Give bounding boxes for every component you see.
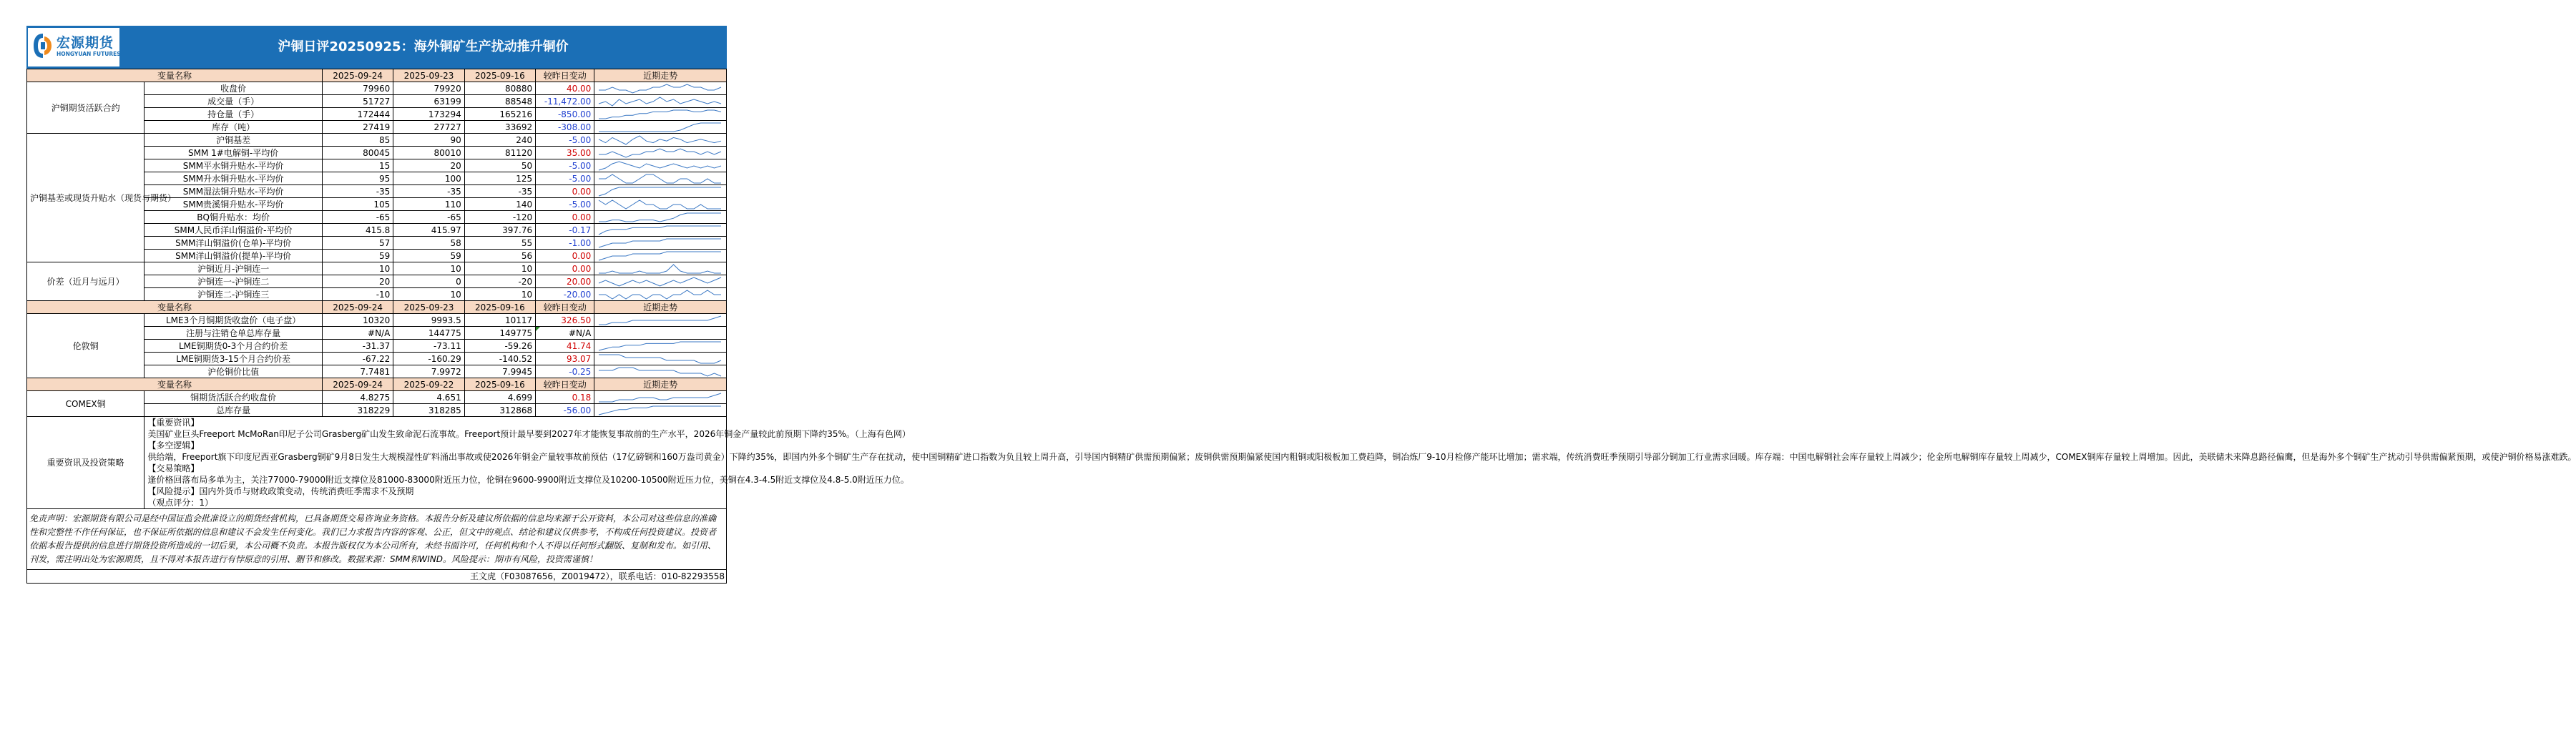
- sparkline: [597, 109, 723, 120]
- header-date-1: 2025-09-24: [322, 301, 393, 314]
- value-date-1: 318229: [322, 404, 393, 417]
- sparkline-cell: [594, 340, 727, 353]
- sparkline-cell: [594, 288, 727, 301]
- value-date-1: 95: [322, 172, 393, 185]
- value-date-2: 4.651: [393, 391, 464, 404]
- change-value: -0.17: [536, 224, 594, 237]
- value-date-1: 415.8: [322, 224, 393, 237]
- header-name: 变量名称: [27, 301, 323, 314]
- sparkline-line: [599, 393, 721, 402]
- sparkline-line: [599, 200, 721, 209]
- sparkline-line: [599, 368, 721, 376]
- group-label: 重要资讯及投资策略: [27, 417, 145, 509]
- header-date-2: 2025-09-23: [393, 69, 464, 82]
- sparkline-line: [599, 265, 721, 273]
- value-date-1: 27419: [322, 121, 393, 134]
- row-label: 沪伦铜价比值: [145, 365, 323, 378]
- table-row: [27, 134, 727, 147]
- row-label: 持仓量（手）: [145, 108, 323, 121]
- sparkline-cell: [594, 82, 727, 95]
- sparkline-cell: [594, 172, 727, 185]
- sparkline-cell: [594, 198, 727, 211]
- sparkline: [597, 392, 723, 403]
- value-date-2: 110: [393, 198, 464, 211]
- news-heading: 【重要资讯】: [147, 418, 200, 428]
- value-date-3: 10: [464, 288, 535, 301]
- table-header-row: [27, 378, 727, 391]
- change-value: -20.00: [536, 288, 594, 301]
- value-date-3: 80880: [464, 82, 535, 95]
- value-date-3: 149775: [464, 327, 535, 340]
- header-trend: 近期走势: [594, 301, 727, 314]
- sparkline-cell: [594, 95, 727, 108]
- sparkline-line: [599, 226, 721, 235]
- header-date-1: 2025-09-24: [322, 69, 393, 82]
- sparkline: [597, 263, 723, 275]
- header-trend: 近期走势: [594, 378, 727, 391]
- value-date-3: 125: [464, 172, 535, 185]
- value-date-1: 105: [322, 198, 393, 211]
- value-date-1: 20: [322, 275, 393, 288]
- sparkline-cell: [594, 250, 727, 262]
- strategy-paragraph: 逢价格回落布局多单为主，关注77000-79000附近支撑位及81000-83000附近压力位，伦铜在9600-9900附近支撑位及10200-10500附近压力位，美铜在4.3-4.5附近支撑位及4.8-5.0附近压力位。: [147, 475, 909, 485]
- value-date-2: 20: [393, 159, 464, 172]
- value-date-3: 81120: [464, 147, 535, 159]
- value-date-3: -120: [464, 211, 535, 224]
- header-date-1: 2025-09-24: [322, 378, 393, 391]
- row-label: 沪铜连一-沪铜连二: [145, 275, 323, 288]
- sparkline: [597, 405, 723, 416]
- header-date-3: 2025-09-16: [464, 378, 535, 391]
- value-date-2: 0: [393, 275, 464, 288]
- logic-paragraph: 供给端，Freeport旗下印度尼西亚Grasberg铜矿9月8日发生大规模湿性矿料涌出事故或使2026年铜金产量较事故前预估（17亿磅铜和160万盎司黄金）下降约35%，即国内外多个铜矿生产存在扰动，使中国铜精矿进口指数为负且较上周升高，引导国内铜精矿供需预期偏紧；废铜供需预期偏紧使国内粗铜或阳极板加工费趋降，铜冶炼厂9-10月检修产能环比增加；需求端，传统消费旺季预期引导部分铜加工行业需求回暖。库存端：中国电解铜社会库存量较上周减少；伦金所电解铜库存量较上周减少，COMEX铜库存量较上周增加。因此，美联储未来降息路径偏鹰，但是海外多个铜矿生产扰动引导供需偏紧预期，或使沪铜价格易涨难跌。: [147, 452, 2576, 462]
- header-change: 较昨日变动: [536, 301, 594, 314]
- rating-line: （观点评分：1）: [147, 498, 213, 508]
- row-label: SMM人民币洋山铜溢价-平均价: [145, 224, 323, 237]
- header-date-3: 2025-09-16: [464, 301, 535, 314]
- report: [26, 26, 2576, 584]
- value-date-1: 7.7481: [322, 365, 393, 378]
- row-label: 总库存量: [145, 404, 323, 417]
- logo-mark-icon: [32, 32, 54, 59]
- change-value: 93.07: [536, 353, 594, 365]
- value-date-3: 55: [464, 237, 535, 250]
- row-label: SMM升水铜升贴水-平均价: [145, 172, 323, 185]
- value-date-3: 50: [464, 159, 535, 172]
- row-label: SMM贵溪铜升贴水-平均价: [145, 198, 323, 211]
- change-value: -5.00: [536, 134, 594, 147]
- row-label: SMM平水铜升贴水-平均价: [145, 159, 323, 172]
- value-date-3: 7.9945: [464, 365, 535, 378]
- value-date-3: 240: [464, 134, 535, 147]
- change-value: 0.00: [536, 185, 594, 198]
- value-date-1: -31.37: [322, 340, 393, 353]
- row-label: LME3个月铜期货收盘价（电子盘）: [145, 314, 323, 327]
- risk-heading: 【风险提示】: [147, 486, 200, 496]
- header-change: 较昨日变动: [536, 378, 594, 391]
- table-row: [27, 262, 727, 275]
- sparkline-line: [599, 213, 721, 222]
- value-date-2: -160.29: [393, 353, 464, 365]
- value-date-1: 79960: [322, 82, 393, 95]
- row-label: LME铜期货3-15个月合约价差: [145, 353, 323, 365]
- sparkline-line: [599, 97, 721, 106]
- group-label: 伦敦铜: [27, 314, 145, 378]
- sparkline-cell: [594, 185, 727, 198]
- value-date-1: -10: [322, 288, 393, 301]
- value-date-3: 10: [464, 262, 535, 275]
- value-date-1: 80045: [322, 147, 393, 159]
- change-value: 0.00: [536, 250, 594, 262]
- value-date-1: 10: [322, 262, 393, 275]
- analyst-signature: 王文虎（F03087656，Z0019472），联系电话：010-82293558: [26, 570, 727, 584]
- value-date-2: -65: [393, 211, 464, 224]
- table-header-row: [27, 301, 727, 314]
- sparkline: [597, 160, 723, 172]
- sparkline: [597, 276, 723, 287]
- sparkline-line: [599, 277, 721, 286]
- value-date-2: 90: [393, 134, 464, 147]
- value-date-3: -140.52: [464, 353, 535, 365]
- risk-text: 国内外货币与财政政策变动，传统消费旺季需求不及预期: [199, 486, 414, 496]
- sparkline-cell: [594, 159, 727, 172]
- value-date-2: 80010: [393, 147, 464, 159]
- change-value: 20.00: [536, 275, 594, 288]
- value-date-3: 33692: [464, 121, 535, 134]
- change-value: 326.50: [536, 314, 594, 327]
- change-value: -0.25: [536, 365, 594, 378]
- sparkline: [597, 250, 723, 262]
- sparkline-cell: [594, 147, 727, 159]
- sparkline-cell: [594, 314, 727, 327]
- logic-heading: 【多空逻辑】: [147, 441, 200, 451]
- sparkline: [597, 134, 723, 146]
- sparkline-cell: [594, 327, 727, 340]
- row-label: 沪铜基差: [145, 134, 323, 147]
- news-row: [27, 417, 727, 509]
- value-date-2: 415.97: [393, 224, 464, 237]
- change-value: 0.00: [536, 211, 594, 224]
- change-value: 0.18: [536, 391, 594, 404]
- row-label: 成交量（手）: [145, 95, 323, 108]
- sparkline-line: [599, 162, 721, 170]
- header-change: 较昨日变动: [536, 69, 594, 82]
- sparkline-cell: [594, 262, 727, 275]
- row-label: 铜期货活跃合约收盘价: [145, 391, 323, 404]
- value-date-2: 10: [393, 288, 464, 301]
- group-label: 沪铜期货活跃合约: [27, 82, 145, 134]
- table-row: [27, 391, 727, 404]
- change-value: -5.00: [536, 198, 594, 211]
- sparkline: [597, 237, 723, 249]
- change-value: -11,472.00: [536, 95, 594, 108]
- value-date-1: -67.22: [322, 353, 393, 365]
- value-date-2: 9993.5: [393, 314, 464, 327]
- row-label: SMM洋山铜溢价(仓单)-平均价: [145, 237, 323, 250]
- news-content: [145, 417, 2576, 509]
- sparkline: [597, 328, 723, 339]
- change-value: -5.00: [536, 159, 594, 172]
- sparkline: [597, 83, 723, 94]
- sparkline: [597, 366, 723, 378]
- sparkline-line: [599, 187, 721, 196]
- value-date-2: -73.11: [393, 340, 464, 353]
- row-label: 沪铜连二-沪铜连三: [145, 288, 323, 301]
- value-date-1: 15: [322, 159, 393, 172]
- sparkline: [597, 353, 723, 365]
- sparkline-line: [599, 290, 721, 299]
- value-date-2: 58: [393, 237, 464, 250]
- change-value: 35.00: [536, 147, 594, 159]
- sparkline-cell: [594, 134, 727, 147]
- header-trend: 近期走势: [594, 69, 727, 82]
- sparkline-line: [599, 123, 721, 132]
- value-date-1: 85: [322, 134, 393, 147]
- sparkline: [597, 173, 723, 184]
- value-date-3: -20: [464, 275, 535, 288]
- group-label: 价差（近月与远月）: [27, 262, 145, 301]
- value-date-3: 4.699: [464, 391, 535, 404]
- value-date-1: -35: [322, 185, 393, 198]
- sparkline: [597, 147, 723, 159]
- group-label: COMEX铜: [27, 391, 145, 417]
- table-row: [27, 82, 727, 95]
- sparkline: [597, 225, 723, 236]
- sparkline-line: [599, 110, 721, 119]
- sparkline: [597, 289, 723, 300]
- sparkline-cell: [594, 404, 727, 417]
- value-date-2: 27727: [393, 121, 464, 134]
- sparkline-line: [599, 316, 721, 325]
- value-date-1: 57: [322, 237, 393, 250]
- value-date-3: 397.76: [464, 224, 535, 237]
- change-value: -56.00: [536, 404, 594, 417]
- value-date-2: 10: [393, 262, 464, 275]
- data-table: [26, 69, 2576, 509]
- sparkline-cell: [594, 365, 727, 378]
- logo-en-text: HONGYUAN FUTURES: [57, 51, 121, 57]
- value-date-2: 7.9972: [393, 365, 464, 378]
- row-label: 沪铜近月-沪铜连一: [145, 262, 323, 275]
- sparkline-line: [599, 174, 721, 183]
- change-value: #N/A: [536, 327, 594, 340]
- header-date-2: 2025-09-22: [393, 378, 464, 391]
- sparkline: [597, 315, 723, 326]
- value-date-1: 10320: [322, 314, 393, 327]
- value-date-3: 165216: [464, 108, 535, 121]
- row-label: BQ铜升贴水：均价: [145, 211, 323, 224]
- value-date-2: 144775: [393, 327, 464, 340]
- value-date-2: 79920: [393, 82, 464, 95]
- value-date-2: -35: [393, 185, 464, 198]
- sparkline-line: [599, 342, 721, 350]
- disclaimer: 免责声明：宏源期货有限公司是经中国证监会批准设立的期货经营机构，已具备期货交易咨询业务资格。本报告分析及建议所依据的信息均来源于公开资料，本公司对这些信息的准确性和完整性不作任何保证，也不保证所依据的信息和建议不会发生任何变化。我们已力求报告内容的客观、公正，但文中的观点、结论和建议仅供参考，不构成任何投资建议。投资者依据本报告提供的信息进行期货投资所造成的一切后果，本公司概不负责。本报告版权仅为本公司所有，未经书面许可，任何机构和个人不得以任何形式翻版、复制和发布。如引用、刊发，需注明出处为宏源期货，且不得对本报告进行有悖原意的引用、删节和修改。数据来源：SMM和WIND。风险提示：期市有风险，投资需谨慎！: [26, 509, 727, 570]
- sparkline-line: [599, 406, 721, 415]
- sparkline-line: [599, 149, 721, 157]
- value-date-3: -35: [464, 185, 535, 198]
- value-date-1: 4.8275: [322, 391, 393, 404]
- sparkline-line: [599, 239, 721, 247]
- value-date-2: 59: [393, 250, 464, 262]
- sparkline-line: [599, 84, 721, 93]
- sparkline-cell: [594, 211, 727, 224]
- sparkline-cell: [594, 121, 727, 134]
- sparkline-cell: [594, 224, 727, 237]
- row-label: SMM洋山铜溢价(提单)-平均价: [145, 250, 323, 262]
- row-label: LME铜期货0-3个月合约价差: [145, 340, 323, 353]
- value-date-3: 312868: [464, 404, 535, 417]
- change-value: 41.74: [536, 340, 594, 353]
- header-name: 变量名称: [27, 69, 323, 82]
- value-date-1: -65: [322, 211, 393, 224]
- logo-cn-text: 宏源期货: [57, 35, 114, 51]
- table-row: [27, 314, 727, 327]
- sparkline-line: [599, 252, 721, 260]
- report-banner: [26, 26, 727, 69]
- sparkline: [597, 340, 723, 352]
- sparkline: [597, 199, 723, 210]
- value-date-3: 10117: [464, 314, 535, 327]
- value-date-1: 59: [322, 250, 393, 262]
- sparkline-cell: [594, 108, 727, 121]
- sparkline-cell: [594, 391, 727, 404]
- report-title: 沪铜日评20250925：海外铜矿生产扰动推升铜价: [278, 39, 569, 54]
- change-value: 40.00: [536, 82, 594, 95]
- table-header-row: [27, 69, 727, 82]
- sparkline: [597, 96, 723, 107]
- change-value: -1.00: [536, 237, 594, 250]
- sparkline-cell: [594, 353, 727, 365]
- sparkline: [597, 122, 723, 133]
- value-date-2: 63199: [393, 95, 464, 108]
- row-label: SMM 1#电解铜-平均价: [145, 147, 323, 159]
- value-date-2: 318285: [393, 404, 464, 417]
- sparkline-line: [599, 136, 721, 144]
- value-date-3: -59.26: [464, 340, 535, 353]
- row-label: SMM湿法铜升贴水-平均价: [145, 185, 323, 198]
- group-label: 沪铜基差或现货升贴水（现货与期货）: [27, 134, 145, 262]
- news-paragraph: 美国矿业巨头Freeport McMoRan印尼子公司Grasberg矿山发生致命泥石流事故。Freeport预计最早要到2027年才能恢复事故前的生产水平，2026年铜金产量较此前预期下降约35%。（上海有色网）: [147, 429, 911, 439]
- row-label: 注册与注销仓单总库存量: [145, 327, 323, 340]
- row-label: 收盘价: [145, 82, 323, 95]
- sparkline-cell: [594, 275, 727, 288]
- value-date-3: 140: [464, 198, 535, 211]
- header-name: 变量名称: [27, 378, 323, 391]
- strategy-heading: 【交易策略】: [147, 463, 200, 473]
- change-value: -308.00: [536, 121, 594, 134]
- sparkline-line: [599, 355, 721, 363]
- change-value: -850.00: [536, 108, 594, 121]
- change-value: 0.00: [536, 262, 594, 275]
- value-date-2: 173294: [393, 108, 464, 121]
- sparkline: [597, 212, 723, 223]
- value-date-1: 172444: [322, 108, 393, 121]
- header-date-2: 2025-09-23: [393, 301, 464, 314]
- header-date-3: 2025-09-16: [464, 69, 535, 82]
- row-label: 库存（吨）: [145, 121, 323, 134]
- value-date-3: 88548: [464, 95, 535, 108]
- sparkline: [597, 186, 723, 197]
- sparkline-cell: [594, 237, 727, 250]
- value-date-2: 100: [393, 172, 464, 185]
- value-date-1: 51727: [322, 95, 393, 108]
- change-value: -5.00: [536, 172, 594, 185]
- risk-line: [147, 486, 723, 497]
- value-date-3: 56: [464, 250, 535, 262]
- company-logo: [28, 28, 119, 67]
- value-date-1: #N/A: [322, 327, 393, 340]
